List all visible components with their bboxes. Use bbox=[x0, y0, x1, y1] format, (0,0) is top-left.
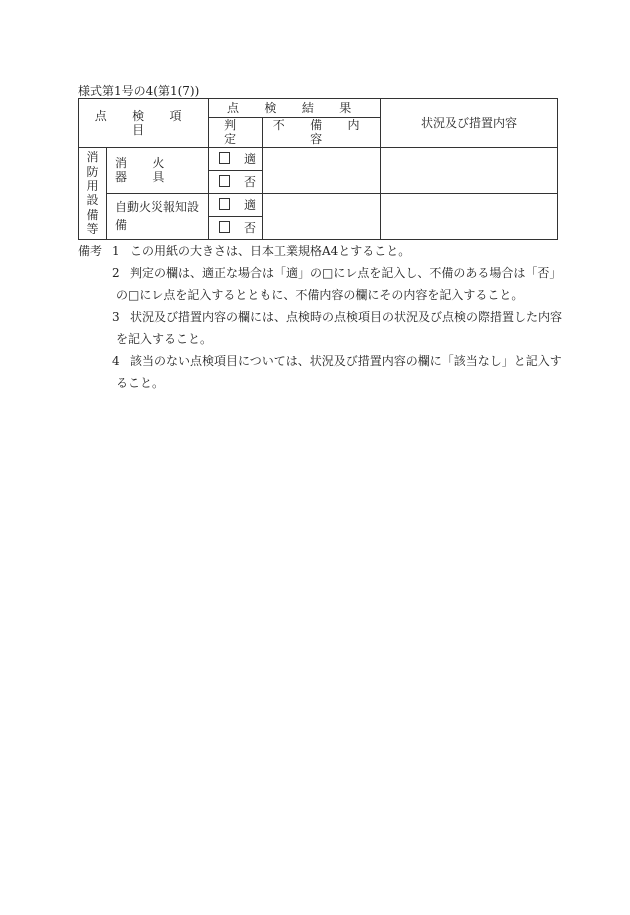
note-text: 判定の欄は、適正な場合は「適」の□にレ点を記入し、不備のある場合は「否」 の□にレ点を記入するとともに、不備内容の欄にその内容を記入すること。 bbox=[116, 266, 562, 302]
header-judgement: 判 定 bbox=[209, 118, 263, 148]
item-fire-extinguisher: 消 火 器 具 bbox=[107, 147, 209, 193]
status-measures-cell[interactable] bbox=[381, 147, 558, 193]
note-item bbox=[78, 262, 568, 306]
judge-ng-cell[interactable]: 否 bbox=[209, 216, 263, 239]
status-measures-cell[interactable] bbox=[381, 193, 558, 239]
note-number: 1 bbox=[112, 244, 120, 258]
form-number: 様式第1号の4(第1(7)) bbox=[78, 84, 200, 98]
header-defect-content: 不 備 内 容 bbox=[263, 118, 381, 148]
note-item bbox=[78, 350, 568, 394]
note-item bbox=[78, 240, 568, 262]
header-inspection-item: 点 検 項 目 bbox=[79, 99, 209, 148]
notes-section bbox=[78, 240, 568, 394]
header-inspection-result: 点 検 結 果 bbox=[209, 99, 381, 118]
notes-label: 備考 bbox=[78, 244, 103, 258]
note-text: 該当のない点検項目については、状況及び措置内容の欄に「該当なし」と記入す ること。 bbox=[116, 354, 562, 390]
note-item bbox=[78, 306, 568, 350]
note-text: この用紙の大きさは、日本工業規格A4とすること。 bbox=[130, 244, 411, 258]
inspection-table bbox=[78, 98, 558, 240]
item-auto-fire-alarm: 自動火災報知設備 bbox=[107, 193, 209, 239]
note-number: 4 bbox=[112, 354, 120, 368]
judge-ok-cell[interactable]: 適 bbox=[209, 147, 263, 170]
judge-ok-cell[interactable]: 適 bbox=[209, 193, 263, 216]
header-status-measures: 状況及び措置内容 bbox=[381, 99, 558, 148]
note-number: 2 bbox=[112, 266, 120, 280]
judge-ng-cell[interactable]: 否 bbox=[209, 170, 263, 193]
note-number: 3 bbox=[112, 310, 120, 324]
checkbox[interactable] bbox=[219, 198, 230, 210]
checkbox[interactable] bbox=[219, 175, 230, 187]
defect-content-cell[interactable] bbox=[263, 147, 381, 193]
defect-content-cell[interactable] bbox=[263, 193, 381, 239]
checkbox[interactable] bbox=[219, 221, 230, 233]
category-fire-equipment: 消 防 用 設 備 等 bbox=[79, 147, 107, 239]
note-text: 状況及び措置内容の欄には、点検時の点検項目の状況及び点検の際措置した内容 を記入すること。 bbox=[116, 310, 563, 346]
checkbox[interactable] bbox=[219, 152, 230, 164]
